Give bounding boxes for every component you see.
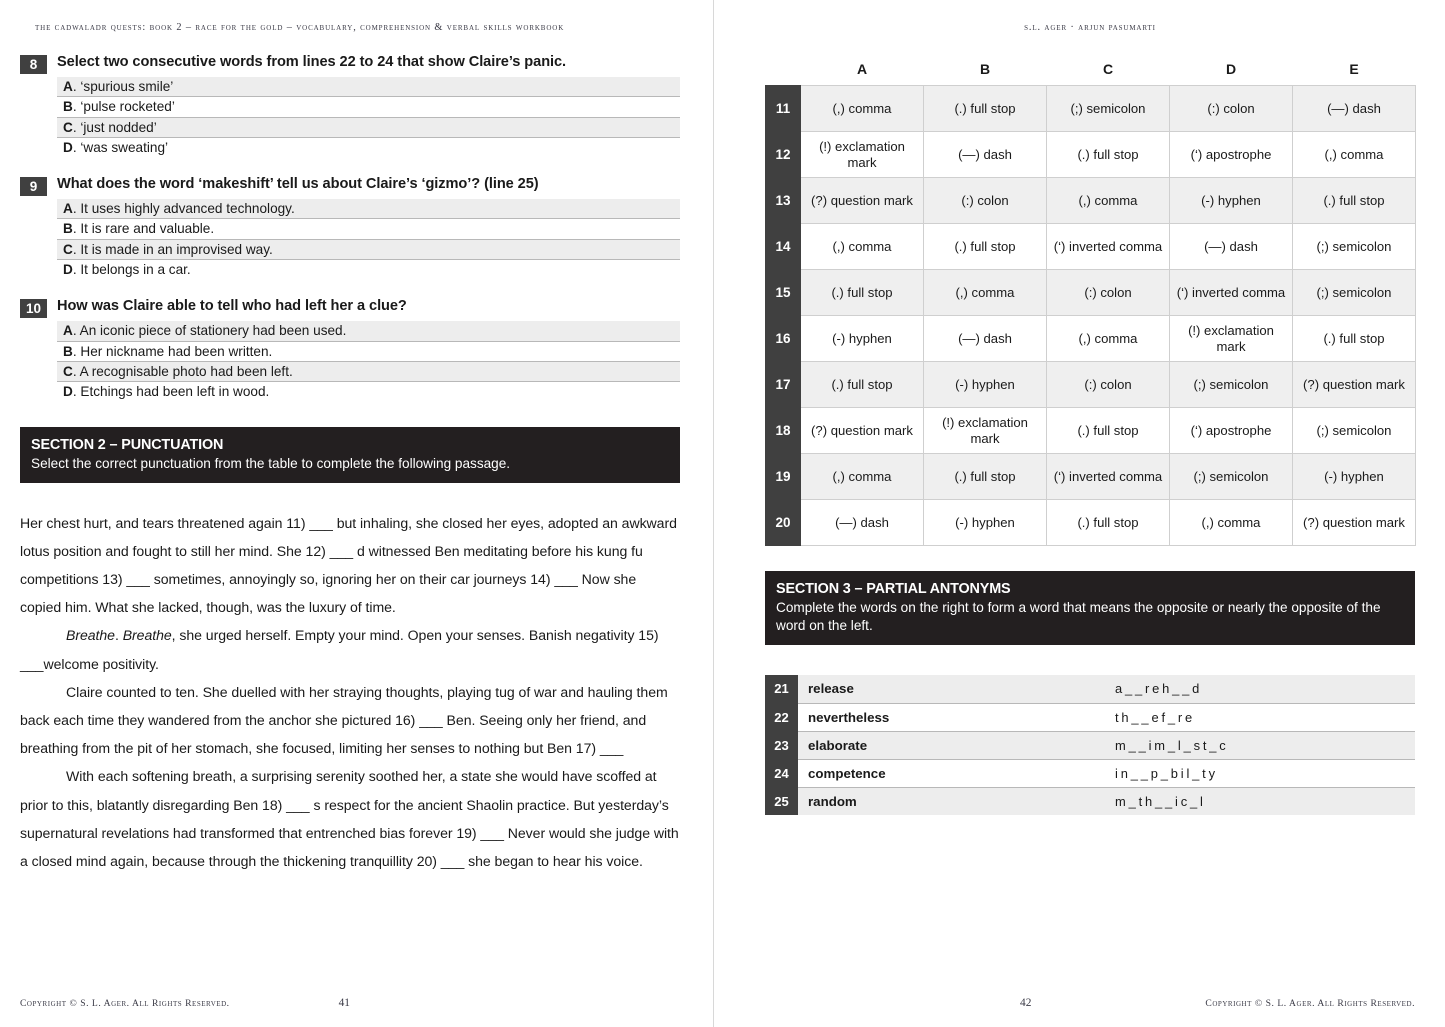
right-running-head: s.l. ager · arjun pasumarti (1024, 22, 1156, 33)
punctuation-option-cell[interactable]: (—) dash (1170, 224, 1293, 270)
punctuation-option-cell[interactable]: (.) full stop (1047, 408, 1170, 454)
question-block (20, 54, 680, 157)
punctuation-option-cell[interactable]: (;) semicolon (1293, 408, 1416, 454)
option-letter: D (63, 384, 73, 400)
punctuation-row-number: 19 (766, 454, 801, 500)
option-text: . It is rare and valuable. (72, 221, 215, 237)
antonym-answer-pattern[interactable]: th__ef_re (1107, 703, 1415, 731)
answer-option-b[interactable] (57, 342, 680, 362)
left-running-head: the cadwaladr quests: book 2 – race for the gold – vocabulary, comprehension & verbal skills workbook (35, 22, 565, 33)
passage-text: s respect for the ancient Shaolin practice. But yesterday’s supernatural revelations had transformed that entrenched bias forever 19) (20, 796, 669, 841)
passage-paragraph-1 (20, 509, 680, 622)
page-number: 42 (1020, 997, 1032, 1009)
antonym-row (765, 675, 1415, 703)
option-text: . It belongs in a car. (72, 262, 191, 278)
option-letter: B (63, 343, 73, 359)
punctuation-option-cell[interactable]: (—) dash (924, 132, 1047, 178)
punctuation-row-number: 16 (766, 316, 801, 362)
punctuation-row-number: 14 (766, 224, 801, 270)
punctuation-option-cell[interactable]: (?) question mark (1293, 362, 1416, 408)
passage-paragraph-4 (20, 762, 680, 875)
punctuation-row-number: 18 (766, 408, 801, 454)
punctuation-option-cell[interactable]: (;) semicolon (1047, 86, 1170, 132)
punctuation-row-number: 11 (766, 86, 801, 132)
option-letter: A (63, 323, 73, 339)
question-header (20, 54, 680, 74)
option-letter: D (63, 139, 73, 155)
punctuation-passage (20, 509, 680, 876)
punctuation-option-cell[interactable]: (‘) inverted comma (1170, 270, 1293, 316)
question-number-badge: 10 (20, 299, 47, 318)
answer-blank-13[interactable]: ___ (126, 570, 150, 587)
punctuation-option-cell[interactable]: (-) hyphen (924, 500, 1047, 546)
option-text: . ‘spurious smile’ (72, 79, 174, 94)
punctuation-option-cell[interactable]: (.) full stop (1047, 500, 1170, 546)
punctuation-option-cell[interactable]: (.) full stop (801, 362, 924, 408)
passage-text: Never would she judge with a closed mind again, because through the thickening tranquillity 20) (20, 824, 679, 869)
punctuation-column-header-e: E (1349, 61, 1359, 77)
punctuation-option-cell[interactable]: (.) full stop (801, 270, 924, 316)
answer-blank-15[interactable]: ___ (20, 655, 44, 672)
antonyms-table-body (765, 675, 1415, 815)
punctuation-option-cell[interactable]: (-) hyphen (801, 316, 924, 362)
antonym-row (765, 731, 1415, 759)
answer-option-a[interactable] (57, 199, 680, 219)
passage-text: but inhaling, she closed her eyes, adopted an awkward lotus position and fought to still her mind. She 12) (20, 514, 677, 559)
answer-blank-19[interactable]: ___ (480, 824, 504, 841)
answer-blank-11[interactable]: ___ (309, 514, 333, 531)
page-number: 41 (338, 997, 350, 1009)
option-letter: C (63, 119, 73, 135)
punctuation-column-header-b: B (979, 61, 991, 77)
question-block (20, 176, 680, 279)
question-header (20, 176, 680, 196)
antonym-row (765, 759, 1415, 787)
punctuation-option-cell[interactable]: (.) full stop (1293, 316, 1416, 362)
answer-option-a[interactable] (57, 321, 680, 341)
antonym-row-number: 21 (765, 675, 798, 703)
punctuation-table-head (766, 61, 1416, 86)
option-letter: A (63, 79, 73, 94)
option-text: . It is made in an improvised way. (72, 241, 273, 257)
punctuation-option-cell[interactable]: (,) comma (801, 86, 924, 132)
punctuation-option-cell[interactable]: (,) comma (1170, 500, 1293, 546)
antonym-source-word: competence (798, 759, 1107, 787)
answer-option-list (57, 77, 680, 157)
punctuation-table-body (766, 86, 1416, 546)
punctuation-option-cell[interactable]: (‘) apostrophe (1170, 408, 1293, 454)
punctuation-column-header-a: A (856, 61, 868, 77)
punctuation-option-cell[interactable]: (:) colon (1047, 362, 1170, 408)
section-2-subtitle: Select the correct punctuation from the table to complete the following passage. (31, 455, 511, 471)
option-text: . Etchings had been left in wood. (72, 384, 270, 400)
punctuation-option-cell[interactable]: (!) exclamation mark (1170, 316, 1293, 362)
punctuation-table-row (766, 500, 1416, 546)
left-page-footer (20, 997, 350, 1009)
punctuation-option-cell[interactable]: (.) full stop (1293, 178, 1416, 224)
option-text: . Her nickname had been written. (72, 343, 273, 359)
section-3-subtitle: Complete the words on the right to form a word that means the opposite or nearly the opposite of the word on the left. (776, 600, 1381, 633)
option-letter: B (63, 99, 73, 115)
punctuation-option-cell[interactable]: (;) semicolon (1293, 270, 1416, 316)
punctuation-option-cell[interactable]: (?) question mark (801, 408, 924, 454)
antonym-source-word: nevertheless (798, 703, 1107, 731)
option-text: . ‘pulse rocketed’ (72, 99, 175, 115)
copyright-notice: Copyright © S. L. Ager. All Rights Reserved. (1205, 998, 1415, 1009)
punctuation-option-cell[interactable]: (,) comma (801, 224, 924, 270)
punctuation-row-number: 15 (766, 270, 801, 316)
punctuation-option-cell[interactable]: (‘) inverted comma (1047, 454, 1170, 500)
right-page (713, 0, 1445, 1027)
passage-text: With each softening breath, a surprising serenity soothed her, a state she would have scoffed at prior to this, blatantly disregarding Ben 18) (20, 768, 657, 813)
answer-option-c[interactable] (57, 118, 680, 138)
punctuation-option-cell[interactable]: (:) colon (924, 178, 1047, 224)
option-letter: D (63, 262, 73, 278)
punctuation-option-cell[interactable]: (—) dash (801, 500, 924, 546)
question-number-badge: 8 (20, 55, 47, 74)
punctuation-option-cell[interactable]: (,) comma (924, 270, 1047, 316)
answer-option-list (57, 321, 680, 401)
antonym-row-number: 23 (765, 731, 798, 759)
punctuation-option-cell[interactable]: (.) full stop (1047, 132, 1170, 178)
answer-option-list (57, 199, 680, 279)
question-number-badge: 9 (20, 177, 47, 196)
punctuation-option-cell[interactable]: (:) colon (1170, 86, 1293, 132)
punctuation-option-cell[interactable]: (.) full stop (924, 86, 1047, 132)
punctuation-table-row (766, 178, 1416, 224)
right-page-footer (1020, 997, 1415, 1009)
punctuation-option-cell[interactable]: (:) colon (1047, 270, 1170, 316)
passage-emphasis: Breathe (66, 627, 115, 644)
section-3-banner (765, 571, 1415, 645)
option-letter: A (63, 201, 73, 217)
answer-blank-17[interactable]: ___ (599, 740, 624, 757)
antonym-row (765, 703, 1415, 731)
question-text: How was Claire able to tell who had left her a clue? (57, 298, 407, 315)
punctuation-option-cell[interactable]: (.) full stop (924, 454, 1047, 500)
answer-option-d[interactable] (57, 260, 680, 279)
punctuation-option-cell[interactable]: (;) semicolon (1293, 224, 1416, 270)
answer-option-b[interactable] (57, 97, 680, 117)
passage-paragraph-2 (20, 621, 680, 677)
punctuation-table-row (766, 408, 1416, 454)
answer-blank-18[interactable]: ___ (286, 796, 310, 813)
passage-text: Her chest hurt, and tears threatened again 11) (20, 514, 310, 531)
punctuation-option-cell[interactable]: (.) full stop (924, 224, 1047, 270)
answer-blank-20[interactable]: ___ (440, 853, 465, 869)
answer-blank-12[interactable]: ___ (329, 542, 354, 559)
punctuation-table-row (766, 132, 1416, 178)
option-letter: C (63, 241, 73, 257)
option-text: . ‘just nodded’ (72, 119, 157, 135)
passage-text: she began to hear his voice. (464, 853, 643, 869)
punctuation-option-cell[interactable]: (-) hyphen (1293, 454, 1416, 500)
option-letter: C (63, 363, 73, 379)
answer-blank-16[interactable]: ___ (419, 711, 443, 728)
antonym-row-number: 24 (765, 759, 798, 787)
answer-option-c[interactable] (57, 362, 680, 382)
punctuation-option-cell[interactable]: (!) exclamation mark (924, 408, 1047, 454)
table-corner-cell (766, 61, 801, 86)
punctuation-option-cell[interactable]: (?) question mark (1293, 500, 1416, 546)
passage-text: welcome positivity. (43, 655, 159, 672)
section-3-title: SECTION 3 – PARTIAL ANTONYMS (776, 581, 1011, 597)
punctuation-option-cell[interactable]: (-) hyphen (924, 362, 1047, 408)
question-block (20, 298, 680, 401)
punctuation-option-cell[interactable]: (;) semicolon (1170, 362, 1293, 408)
passage-text: sometimes, annoyingly so, ignoring her on their car journeys 14) (149, 570, 555, 587)
answer-option-d[interactable] (57, 138, 680, 157)
antonyms-table-wrapper (765, 675, 1415, 815)
punctuation-option-cell[interactable]: (,) comma (1293, 132, 1416, 178)
punctuation-option-cell[interactable]: (;) semicolon (1170, 454, 1293, 500)
passage-paragraph-3 (20, 678, 680, 763)
antonym-row (765, 787, 1415, 815)
passage-text: d witnessed Ben meditating before his kung fu competitions 13) (20, 542, 643, 587)
answer-blank-14[interactable]: ___ (554, 570, 578, 587)
punctuation-option-cell[interactable]: (,) comma (1047, 178, 1170, 224)
punctuation-option-cell[interactable]: (-) hyphen (1170, 178, 1293, 224)
punctuation-table-row (766, 224, 1416, 270)
answer-option-d[interactable] (57, 382, 680, 401)
passage-text: Now she copied him. What she lacked, though, was the luxury of time. (20, 570, 637, 616)
punctuation-option-cell[interactable]: (!) exclamation mark (801, 132, 924, 178)
punctuation-row-number: 13 (766, 178, 801, 224)
antonym-source-word: random (798, 787, 1107, 815)
punctuation-table-row (766, 454, 1416, 500)
copyright-notice: Copyright © S. L. Ager. All Rights Reserved. (20, 998, 230, 1009)
question-header (20, 298, 680, 318)
antonym-source-word: release (798, 675, 1107, 703)
punctuation-row-number: 20 (766, 500, 801, 546)
punctuation-table-row (766, 86, 1416, 132)
answer-option-b[interactable] (57, 219, 680, 239)
passage-text: Ben. Seeing only her friend, and breathing from the pit of her stomach, she focused, limiting her senses to nothing but Ben 17) (20, 711, 647, 757)
punctuation-row-number: 17 (766, 362, 801, 408)
punctuation-table-row (766, 316, 1416, 362)
answer-option-c[interactable] (57, 240, 680, 260)
antonym-answer-pattern[interactable]: m__im_l_st_c (1107, 731, 1415, 759)
punctuation-option-cell[interactable]: (‘) inverted comma (1047, 224, 1170, 270)
antonym-row-number: 22 (765, 703, 798, 731)
question-text: Select two consecutive words from lines 22 to 24 that show Claire’s panic. (57, 54, 567, 70)
left-page (0, 0, 713, 1027)
antonym-answer-pattern[interactable]: in__p_bil_ty (1107, 759, 1415, 787)
antonym-answer-pattern[interactable]: a__reh__d (1107, 675, 1415, 703)
punctuation-table (765, 61, 1416, 546)
passage-text: , she urged herself. Empty your mind. Open your senses. Banish negativity 15) (171, 627, 659, 644)
passage-emphasis: Breathe (122, 627, 172, 644)
option-text: . An iconic piece of stationery had been used. (72, 323, 347, 339)
antonym-answer-pattern[interactable]: m_th__ic_l (1107, 787, 1415, 815)
section-2-title: SECTION 2 – PUNCTUATION (31, 436, 224, 453)
question-text: What does the word ‘makeshift’ tell us about Claire’s ‘gizmo’? (line 25) (57, 176, 539, 193)
option-text: . It uses highly advanced technology. (72, 201, 295, 217)
punctuation-table-row (766, 270, 1416, 316)
punctuation-row-number: 12 (766, 132, 801, 178)
question-list (20, 54, 680, 402)
passage-text: Claire counted to ten. She duelled with her straying thoughts, playing tug of war and hauling them back each time they wandered from the anchor she pictured 16) (20, 683, 668, 728)
antonym-row-number: 25 (765, 787, 798, 815)
punctuation-column-header-c: C (1102, 61, 1114, 77)
antonym-source-word: elaborate (798, 731, 1107, 759)
punctuation-column-headers (766, 61, 1416, 86)
answer-option-a[interactable] (57, 77, 680, 97)
passage-text: . (114, 627, 123, 644)
section-2-banner (20, 427, 680, 483)
punctuation-option-cell[interactable]: (,) comma (801, 454, 924, 500)
punctuation-option-cell[interactable]: (—) dash (1293, 86, 1416, 132)
antonyms-table (765, 675, 1415, 815)
punctuation-option-cell[interactable]: (?) question mark (801, 178, 924, 224)
punctuation-table-wrapper (765, 61, 1415, 546)
punctuation-table-row (766, 362, 1416, 408)
punctuation-column-header-d: D (1225, 61, 1237, 77)
option-letter: B (63, 221, 73, 237)
option-text: . ‘was sweating’ (72, 139, 169, 155)
punctuation-option-cell[interactable]: (—) dash (924, 316, 1047, 362)
punctuation-option-cell[interactable]: (‘) apostrophe (1170, 132, 1293, 178)
punctuation-option-cell[interactable]: (,) comma (1047, 316, 1170, 362)
option-text: . A recognisable photo had been left. (72, 363, 293, 379)
